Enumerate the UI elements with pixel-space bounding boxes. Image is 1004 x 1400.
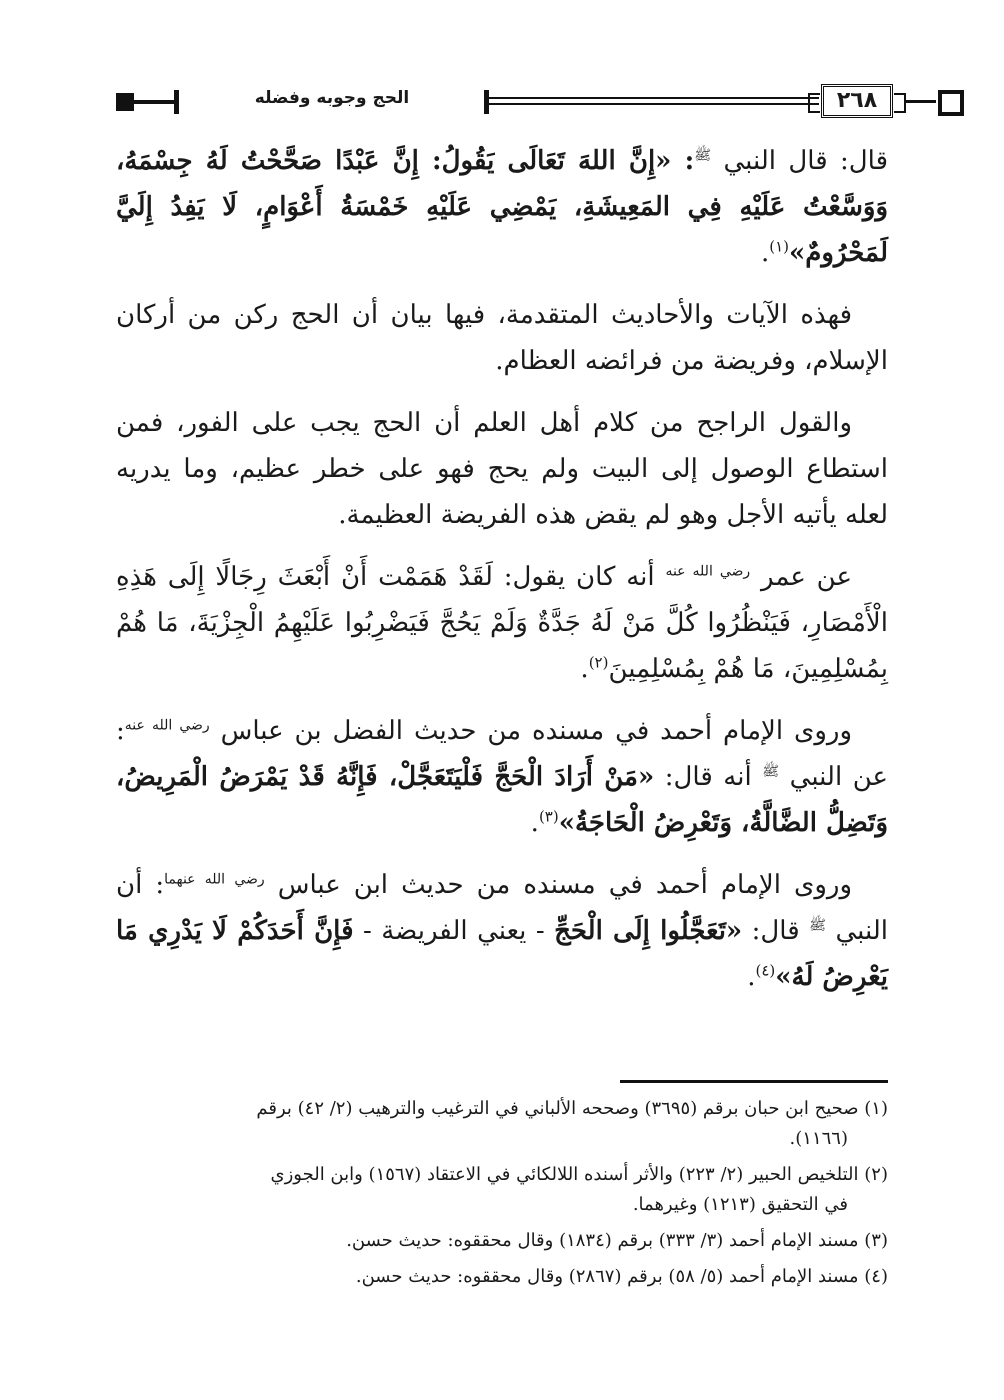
header-square-ornament [938,90,964,116]
hadith-text: «مَنْ أَرَادَ الْحَجَّ فَلْيَتَعَجَّلْ، فَإِنَّهُ قَدْ يَمْرَضُ الْمَرِيضُ، وَتَضِلُّ الضَّالَّةُ، وَتَعْرِضُ الْحَاجَةُ» [116,762,888,838]
paragraph [116,554,888,692]
body-text: قال: [742,916,810,946]
body-text: - يعني الفريضة - [353,916,555,946]
footnote-ref: (٢) [588,653,609,672]
body-text: عن عمر [750,562,852,592]
paragraph [116,292,888,384]
footnote-ref: (٣) [538,807,559,826]
honorific: ﷺ [694,147,712,164]
body-text: . [760,238,770,268]
footnote-continuation: (١١٦٦). [789,1128,848,1149]
body-text: : أن النبي [116,870,888,946]
honorific: رضي الله عنهما [164,871,265,888]
paragraph [116,862,888,1000]
footnote-text: (٢) التلخيص الحبير (٢/ ٢٢٣) والأثر أسنده اللالكائي في الاعتقاد (١٥٦٧) وابن الجوزي [270,1164,888,1185]
page-number: ٢٦٨ [821,84,893,118]
running-title: الحج وجوبه وفضله [254,88,410,108]
footnote [116,1094,888,1154]
header-rule [134,100,174,104]
hadith-text: فَإِنَّ أَحَدَكُمْ لَا يَدْرِي مَا يَعْرِضُ لَهُ» [116,916,888,992]
footnote [116,1262,888,1292]
body-text: . [747,962,756,992]
header-rule [906,100,936,103]
paragraph [116,400,888,538]
footnote-ref: (٤) [755,961,776,980]
footnotes [116,1094,888,1298]
honorific: رضي الله عنه [124,717,210,734]
header-bar [174,90,179,114]
body-text: فهذه الآيات والأحاديث المتقدمة، فيها بيان أن الحج ركن من أركان الإسلام، وفريضة من فرائضه العظام. [116,300,888,376]
honorific: ﷺ [809,917,827,934]
footnote-ref: (١) [769,237,789,256]
footnote-separator [620,1080,888,1083]
body-text: وروى الإمام أحمد في مسنده من حديث ابن عباس [264,870,852,900]
body-text: أنه كان يقول: لَقَدْ هَمَمْت أَنْ أَبْعَثَ رِجَالًا إِلَى هَذِهِ الْأَمْصَارِ، فَيَنْظُرُوا كُلَّ مَنْ لَهُ جَدَّةٌ وَلَمْ يَحُجَّ فَيَضْرِبُوا عَلَيْهِمُ الْجِزْيَةَ، مَا هُمْ بِمُسْلِمِينَ، مَا هُمْ بِمُسْلِمِينَ [116,562,888,684]
footnote [116,1226,888,1256]
hadith-text: «تَعَجَّلُوا إِلَى الْحَجِّ [554,916,743,946]
honorific: ﷺ [762,763,780,780]
paragraph [116,138,888,276]
hadith-text: : «إِنَّ اللهَ تَعَالَى يَقُولُ: إِنَّ عَبْدًا صَحَّحْتُ لَهُ جِسْمَهُ، وَوَسَّعْتُ عَلَيْهِ فِي المَعِيشَةِ، يَمْضِي عَلَيْهِ خَمْسَةُ أَعْوَامٍ، لَا يَفِدُ إِلَيَّ لَمَحْرُومٌ» [116,146,888,268]
footnote-text: (١) صحيح ابن حبان برقم (٣٦٩٥) وصححه الألباني في الترغيب والترهيب (٢/ ٤٢) برقم [256,1098,888,1119]
footnote-text: (٣) مسند الإمام أحمد (٣/ ٣٣٣) برقم (١٨٣٤) وقال محققوه: حديث حسن. [346,1230,888,1251]
footnote-text: (٤) مسند الإمام أحمد (٥/ ٥٨) برقم (٢٨٦٧) وقال محققوه: حديث حسن. [355,1266,888,1287]
body-text: والقول الراجح من كلام أهل العلم أن الحج يجب على الفور، فمن استطاع الوصول إلى البيت ولم يحج فهو على خطر عظيم، وما يدريه لعله يأتيه الأجل وهو لم يقض هذه الفريضة العظيمة. [116,408,888,530]
page-header [116,84,888,124]
body-text: قال: قال النبي [711,146,889,176]
main-text [116,138,888,1016]
body-text: . [580,654,589,684]
body-text: : عن النبي [116,716,889,792]
header-double-rule [489,97,819,105]
header-square-ornament [116,93,134,111]
body-text: وروى الإمام أحمد في مسنده من حديث الفضل بن عباس [209,716,852,746]
honorific: رضي الله عنه [665,563,751,580]
footnote-continuation: في التحقيق (١٢١٣) وغيرهما. [632,1194,848,1215]
paragraph [116,708,888,846]
body-text: أنه قال: [654,762,763,792]
footnote [116,1160,888,1220]
body-text: . [530,808,539,838]
